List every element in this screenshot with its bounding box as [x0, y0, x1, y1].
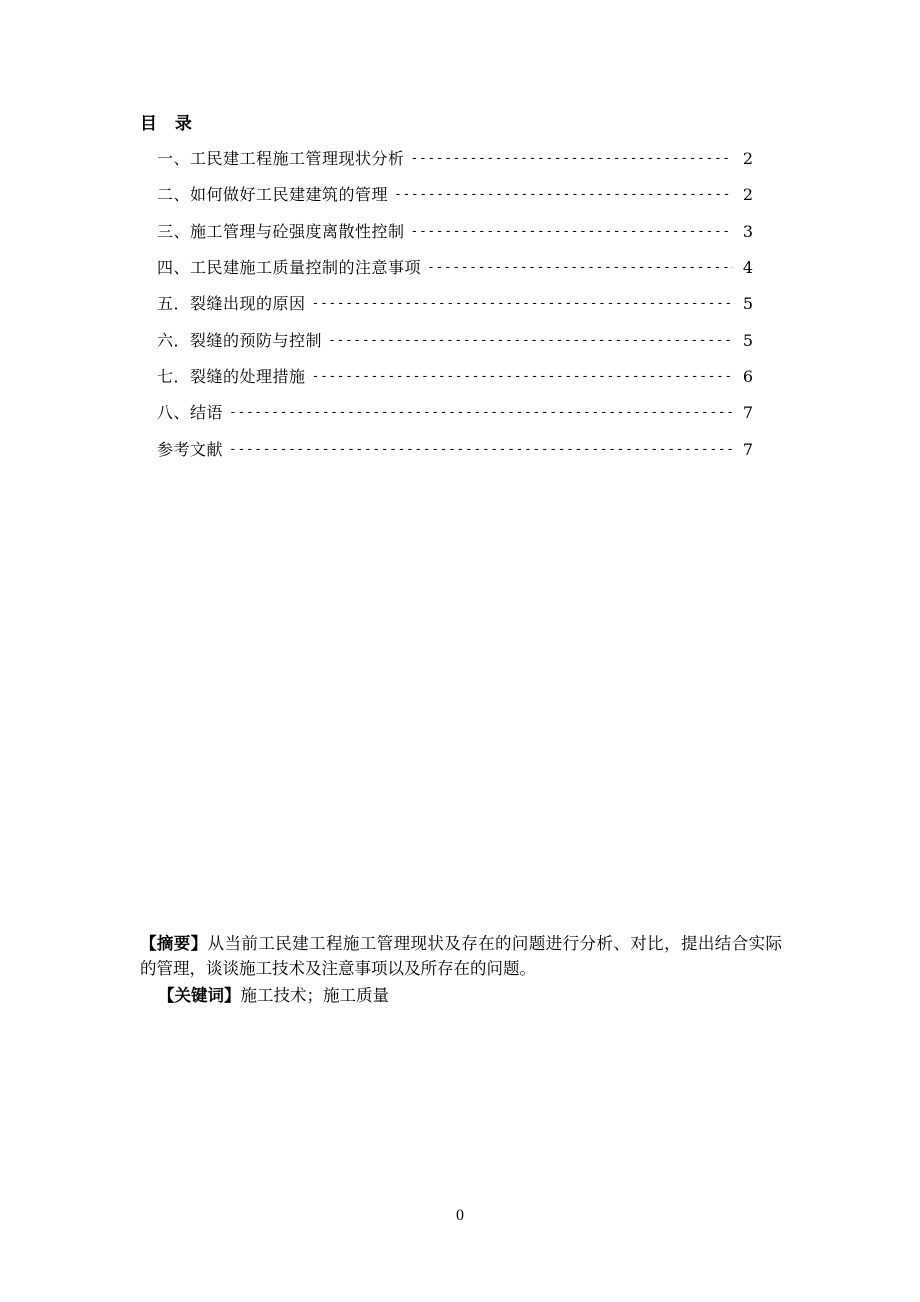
toc-entry-label: 五．裂缝出现的原因 — [157, 294, 306, 314]
toc-entry-page: 3 — [742, 221, 753, 241]
toc-leader-dashes — [229, 403, 733, 423]
toc-entry-page: 4 — [742, 258, 753, 278]
toc-entry-page: 2 — [742, 185, 753, 205]
toc-entry[interactable] — [157, 286, 753, 322]
toc-entry-label: 四、工民建施工质量控制的注意事项 — [157, 258, 422, 278]
keywords-line — [158, 983, 389, 1008]
toc-entry-label: 参考文献 — [157, 439, 224, 459]
toc-entry[interactable] — [157, 177, 753, 213]
toc-leader-dashes — [328, 331, 733, 351]
toc-leader-dashes — [312, 294, 733, 314]
toc-entry[interactable] — [157, 141, 753, 177]
toc-entry-label: 一、工民建工程施工管理现状分析 — [157, 149, 405, 169]
toc-leader-dashes — [411, 222, 733, 242]
toc-entry-page: 7 — [742, 439, 753, 459]
toc-entry-page: 5 — [742, 330, 753, 350]
toc-entry[interactable] — [157, 359, 753, 395]
toc-entry-label: 八、结语 — [157, 403, 224, 423]
keywords-label: 【关键词】 — [158, 986, 241, 1005]
table-of-contents — [157, 141, 753, 468]
toc-entry-page: 5 — [742, 294, 753, 314]
toc-leader-dashes — [427, 258, 733, 278]
toc-entry-page: 6 — [742, 366, 753, 386]
toc-leader-dashes — [229, 440, 733, 460]
toc-entry[interactable] — [157, 250, 753, 286]
toc-entry[interactable] — [157, 431, 753, 467]
toc-entry[interactable] — [157, 322, 753, 358]
toc-leader-dashes — [312, 367, 733, 387]
toc-leader-dashes — [394, 185, 733, 205]
toc-entry[interactable] — [157, 395, 753, 431]
toc-entry[interactable] — [157, 214, 753, 250]
toc-entry-label: 七．裂缝的处理措施 — [157, 366, 306, 386]
toc-leader-dashes — [411, 149, 733, 169]
page-number: 0 — [456, 1207, 464, 1224]
toc-entry-label: 三、施工管理与砼强度离散性控制 — [157, 221, 405, 241]
toc-entry-page: 7 — [742, 403, 753, 423]
keywords-text: 施工技术；施工质量 — [240, 986, 389, 1005]
abstract-paragraph — [140, 931, 782, 981]
abstract-label: 【摘要】 — [140, 934, 208, 953]
toc-entry-label: 二、如何做好工民建建筑的管理 — [157, 185, 389, 205]
toc-entry-page: 2 — [742, 149, 753, 169]
toc-entry-label: 六．裂缝的预防与控制 — [157, 330, 323, 350]
abstract-text: 从当前工民建工程施工管理现状及存在的问题进行分析、对比，提出结合实际的管理，谈谈施工技术及注意事项以及所存在的问题。 — [140, 934, 783, 978]
toc-title: 目 录 — [140, 114, 198, 134]
